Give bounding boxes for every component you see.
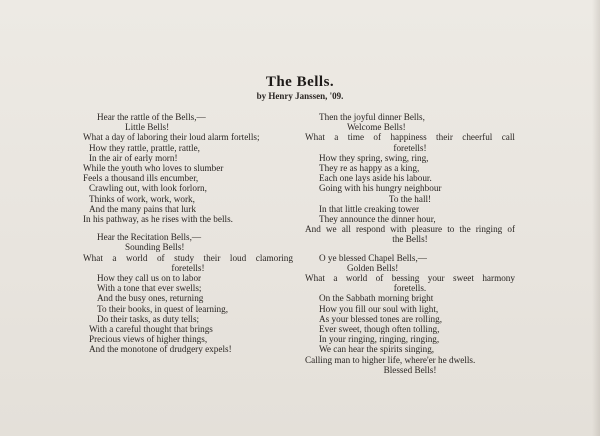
- stanza: [305, 253, 515, 375]
- right-column: [305, 112, 515, 383]
- poem-line: foretells!: [171, 262, 205, 273]
- poem-line: In your ringing, ringing, ringing,: [319, 334, 440, 345]
- poem-line: To the hall!: [388, 193, 432, 204]
- poem-line: What a world of study their loud clamoring: [83, 252, 293, 263]
- poem-line: As your blessed tones are rolling,: [319, 313, 442, 324]
- poem-line: Crawling out, with look forlorn,: [89, 183, 207, 194]
- poem-line: Going with his hungry neighbour: [319, 183, 442, 194]
- poem-line: How they rattle, prattle, rattle,: [89, 142, 200, 153]
- poem-line: Do their tasks, as duty tells;: [97, 313, 200, 324]
- poem-line: And we all respond with pleasure to the ringing of: [305, 224, 515, 235]
- poem-byline: by Henry Janssen, '09.: [256, 91, 344, 101]
- poem-line: Ever sweet, though often tolling,: [319, 324, 440, 335]
- poem-line: What a day of laboring their loud alarm fortells;: [83, 132, 260, 143]
- poem-line: We can hear the spirits singing,: [319, 344, 435, 355]
- poem-line: And the monotone of drudgery expels!: [89, 344, 232, 355]
- poem-line: To their books, in quest of learning,: [97, 303, 229, 314]
- poem-line: How you fill our soul with light,: [319, 303, 439, 314]
- poem-line: How they call us on to labor: [97, 273, 202, 284]
- poem-line: Precious views of higher things,: [89, 334, 208, 345]
- poem-line: foretells!: [393, 142, 427, 153]
- poem-line: Hear the Recitation Bells,—: [97, 232, 202, 243]
- poem-line: Thinks of work, work, work,: [89, 193, 195, 204]
- poem-line: What a world of bessing your sweet harmony: [305, 273, 515, 284]
- poem-line: Blessed Bells!: [383, 364, 437, 375]
- poem-line: On the Sabbath morning bright: [319, 293, 434, 304]
- poem-line: In the air of early morn!: [89, 152, 178, 163]
- poem-line: In that little creaking tower: [319, 203, 420, 214]
- poem-line: the Bells!: [392, 234, 428, 245]
- poem-line: Welcome Bells!: [347, 122, 406, 133]
- stanza: [83, 232, 293, 354]
- poem-title: The Bells.: [265, 74, 335, 90]
- poem-line: Golden Bells!: [347, 262, 399, 273]
- poem-line: While the youth who loves to slumber: [83, 163, 224, 174]
- left-column: [83, 112, 293, 363]
- poem-line: With a tone that ever swells;: [97, 283, 202, 294]
- poem-line: Sounding Bells!: [125, 242, 185, 253]
- poem-line: foretells.: [393, 283, 427, 294]
- poem-line: Feels a thousand ills encumber,: [83, 173, 199, 184]
- poem-line: Then the joyful dinner Bells,: [319, 112, 425, 122]
- poem-line: Hear the rattle of the Bells,—: [97, 112, 206, 122]
- page-edge-shadow: [592, 0, 600, 436]
- poem-line: And the many pains that lurk: [89, 203, 196, 214]
- poem-line: They announce the dinner hour,: [319, 214, 436, 225]
- poem-line: What a time of happiness their cheerful call: [305, 132, 515, 143]
- poem-line: They re as happy as a king,: [319, 163, 420, 174]
- poem-line: O ye blessed Chapel Bells,—: [319, 252, 427, 263]
- stanza: [83, 112, 293, 224]
- poem-line: With a careful thought that brings: [89, 324, 213, 335]
- poem-line: In his pathway, as he rises with the bells.: [83, 214, 233, 225]
- stanza: [305, 112, 515, 245]
- poem-line: Calling man to higher life, where'er he dwells.: [305, 354, 476, 365]
- poem-line: Little Bells!: [125, 122, 170, 133]
- poem-line: And the busy ones, returning: [97, 293, 204, 304]
- poem-line: Each one lays aside his labour.: [319, 173, 432, 184]
- poem-line: How they spring, swing, ring,: [319, 152, 429, 163]
